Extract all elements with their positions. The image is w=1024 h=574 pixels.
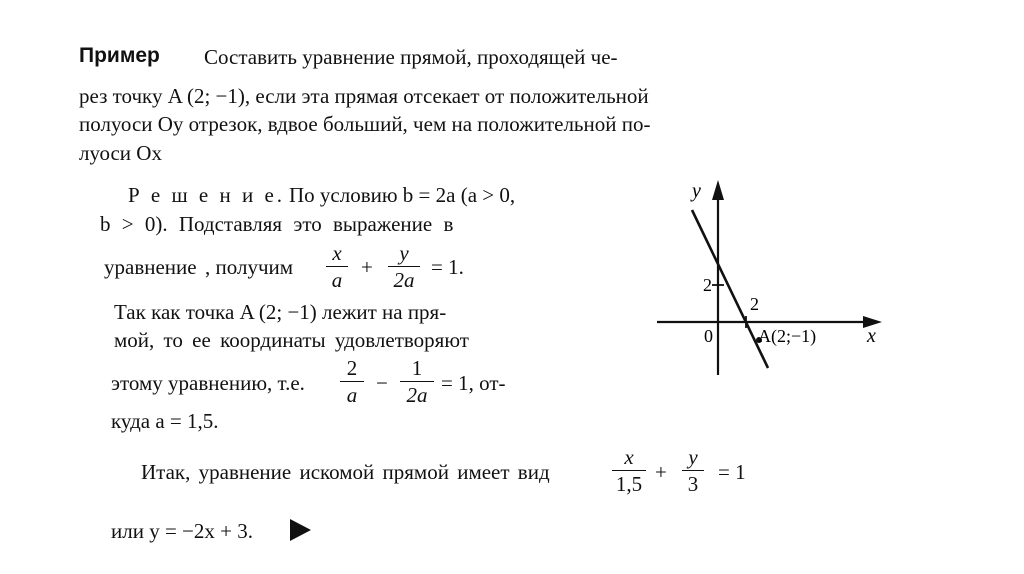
equation-1-rhs: = 1. — [431, 255, 464, 279]
triangle-right-icon — [287, 517, 313, 543]
solution-line-5: мой, то ее координаты удовлетворяют — [114, 328, 469, 352]
equation-2-fraction-1-numerator: 2 — [346, 356, 358, 380]
equation-2-fraction-2 — [400, 357, 434, 406]
fraction-bar — [388, 266, 420, 267]
equation-1-fraction-2-numerator: y — [399, 241, 409, 265]
fraction-bar — [340, 381, 364, 382]
equation-2-fraction-2-denominator: 2a — [406, 383, 428, 407]
fraction-bar — [682, 470, 704, 471]
equation-2-fraction-1 — [340, 357, 364, 406]
equation-3-fraction-1-numerator: x — [624, 445, 634, 469]
y-axis-arrow-icon — [712, 180, 724, 200]
example-label: Пример — [79, 44, 160, 67]
equation-2-fraction-2-numerator: 1 — [411, 356, 423, 380]
solution-line-6-start: этому уравнению, т.е. — [111, 371, 305, 395]
equation-2-rhs: = 1, от- — [441, 371, 506, 395]
solution-line-3-start: уравнение — [104, 255, 197, 279]
equation-1-fraction-1-denominator: a — [331, 268, 343, 292]
equation-3-fraction-2-numerator: y — [688, 445, 698, 469]
equation-1-fraction-2-denominator: 2a — [393, 268, 415, 292]
y-tick-label: 2 — [703, 275, 712, 295]
final-answer: или y = −2x + 3. — [111, 519, 253, 543]
solution-line-3-end: , получим — [205, 255, 294, 279]
solution-label: Р е ш е н и е. — [128, 183, 286, 207]
conclusion-text: Итак, уравнение искомой прямой имеет вид — [141, 460, 550, 484]
x-axis-label: x — [867, 325, 876, 347]
solution-line-1: По условию b = 2a (a > 0, — [289, 183, 516, 207]
equation-1-fraction-1-numerator: x — [332, 241, 342, 265]
fraction-bar — [612, 470, 646, 471]
example-text-line-4: луоси Ox — [79, 141, 162, 165]
y-axis-label: y — [692, 180, 701, 202]
equation-2-operator: − — [376, 371, 388, 395]
point-a-label: A(2;−1) — [758, 326, 817, 346]
example-text-line-3: полуоси Oy отрезок, вдвое больший, чем на положительной по- — [79, 112, 651, 136]
solution-line-2: b > 0). Подставляя это выражение в — [100, 212, 454, 236]
solution-line-7: куда a = 1,5. — [111, 409, 219, 433]
example-text-line-2: рез точку A (2; −1), если эта прямая отсекает от положительной — [79, 84, 649, 108]
solution-line-4: Так как точка A (2; −1) лежит на пря- — [114, 300, 447, 324]
x-tick-label: 2 — [750, 294, 759, 314]
equation-3-fraction-2 — [682, 446, 704, 495]
equation-1-operator: + — [361, 255, 373, 279]
equation-2-fraction-1-denominator: a — [346, 383, 358, 407]
fraction-bar — [400, 381, 434, 382]
equation-1-fraction-2 — [388, 242, 420, 291]
equation-3-fraction-1-denominator: 1,5 — [615, 472, 643, 496]
origin-label: 0 — [704, 326, 713, 346]
fraction-bar — [326, 266, 348, 267]
example-text-line-1: Составить уравнение прямой, проходящей че- — [204, 45, 618, 69]
equation-3-operator: + — [655, 460, 667, 484]
equation-3-fraction-1 — [612, 446, 646, 495]
equation-1-fraction-1 — [326, 242, 348, 291]
coordinate-graph — [650, 175, 890, 385]
equation-3-fraction-2-denominator: 3 — [687, 472, 699, 496]
equation-3-rhs: = 1 — [718, 460, 746, 484]
